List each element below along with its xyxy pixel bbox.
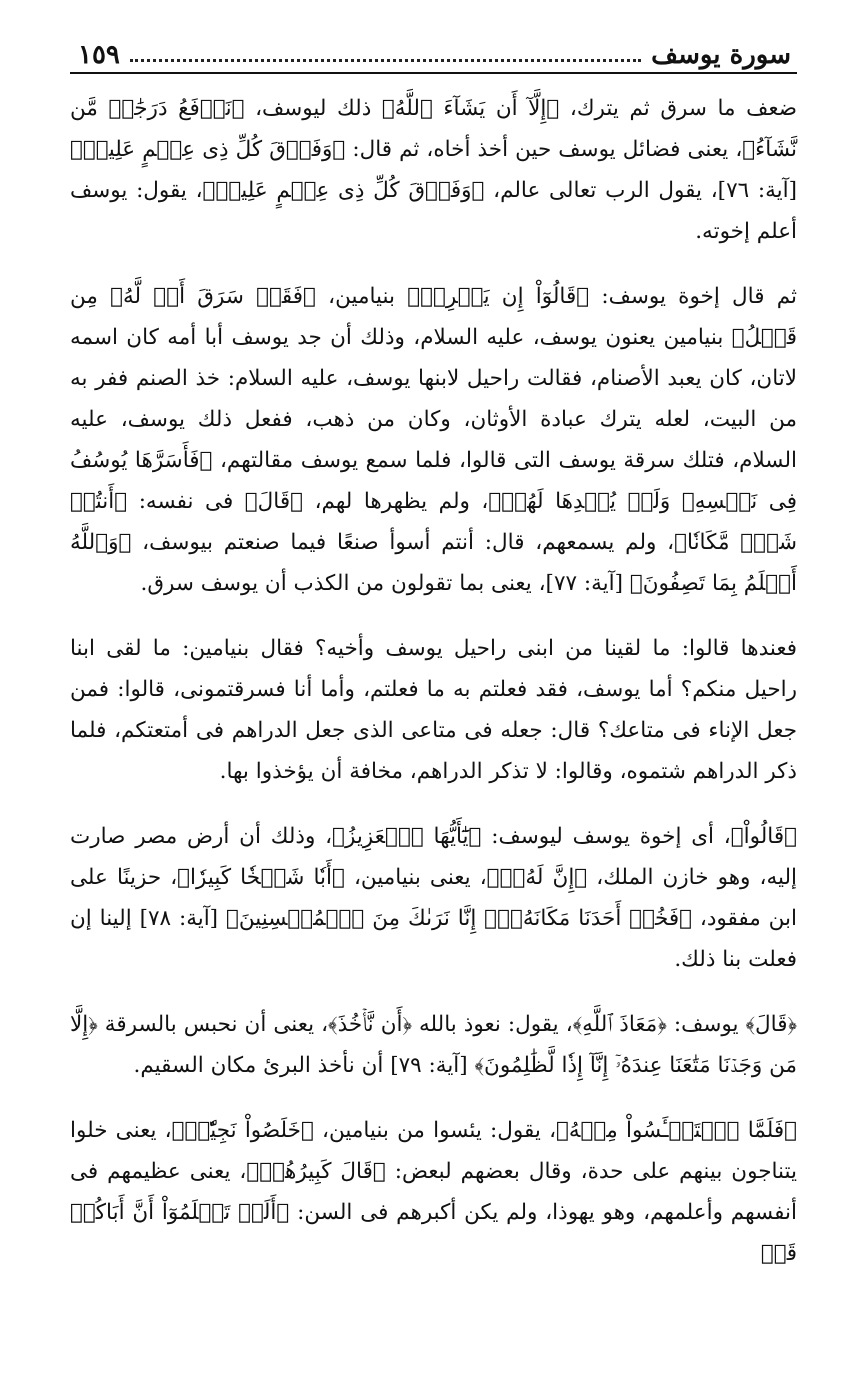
paragraph: ضعف ما سرق ثم يترك، ﴿إِلَّآ أَن يَشَآءَ ٱللَّهُ﴾ ذلك ليوسف، ﴿نَرۡفَعُ دَرَجَٰتٖ مَّن نَّشَآءُ﴾، يعنى فضائل يوسف حين أخذ أخاه، ثم قال: ﴿وَفَوۡقَ كُلِّ ذِى عِلۡمٍ عَلِيمٞ﴾ [آية: ٧٦]، يقول الرب تعالى عالم، ﴿وَفَوۡقَ كُلِّ ذِى عِلۡمٍ عَلِيمٞ﴾، يقول: يوسف أعلم إخوته. [70,96,797,244]
paragraph: ثم قال إخوة يوسف: ﴿قَالُوٓاْ إِن يَسۡرِقۡ﴾ بنيامين، ﴿فَقَدۡ سَرَقَ أَخٞ لَّهُۥ مِن قَبۡلُ﴾ بنيامين يعنون يوسف، عليه السلام، وذلك أن جد يوسف أبا أمه كان اسمه لاتان، كان يعبد الأصنام، فقالت راحيل لابنها يوسف، عليه السلام: خذ الصنم ففر به من البيت، لعله يترك عبادة الأوثان، وكان من ذهب، ففعل ذلك يوسف، عليه السلام، فتلك سرقة يوسف التى قالوا، فلما سمع يوسف مقالتهم، ﴿فَأَسَرَّهَا يُوسُفُ فِى نَفۡسِهِۦ وَلَمۡ يُبۡدِهَا لَهُمۡ﴾، ولم يظهرها لهم، ﴿قَالَ﴾ فى نفسه: ﴿أَنتُمۡ شَرّٞ مَّكَانٗا﴾، ولم يسمعهم، قال: أنتم أسوأ صنعًا فيما صنعتم بيوسف، ﴿وَٱللَّهُ أَعۡلَمُ بِمَا تَصِفُونَ﴾ [آية: ٧٧]، يعنى بما تقولون من الكذب أن يوسف سرق. [70,284,797,596]
paragraph: ﴿قَالَ﴾ يوسف: ﴿مَعَاذَ ٱللَّهِ﴾، يقول: نعوذ بالله ﴿أَن نَّأۡخُذَ﴾، يعنى أن نحبس بالسرقة ﴿إِلَّا مَن وَجَدۡنَا مَتَٰعَنَا عِندَهُۥٓ إِنَّآ إِذٗا لَّظَٰلِمُونَ﴾ [آية: ٧٩] أن نأخذ البرئ مكان السقيم. [70,1012,797,1078]
paragraph: ﴿فَلَمَّا ٱسۡتَيۡـَٔسُواْ مِنۡهُ﴾، يقول: يئسوا من بنيامين، ﴿خَلَصُواْ نَجِيّٗاۖ﴾، يعنى خلوا يتناجون بينهم على حدة، وقال بعضهم لبعض: ﴿قَالَ كَبِيرُهُمۡ﴾، يعنى عظيمهم فى أنفسهم وأعلمهم، وهو يهوذا، ولم يكن أكبرهم فى السن: ﴿أَلَمۡ تَعۡلَمُوٓاْ أَنَّ أَبَاكُمۡ قَدۡ [70,1118,797,1266]
page-header [70,34,797,70]
page-body [70,88,797,1274]
page-number: ١٥٩ [78,40,120,70]
paragraph: فعندها قالوا: ما لقينا من ابنى راحيل يوسف وأخيه؟ فقال بنيامين: ما لقى ابنا راحيل منكم؟ أما يوسف، فقد فعلتم به ما فعلتم، وأما أنا فسرقتمونى، قالوا: فمن جعل الإناء فى متاعك؟ قال: جعله فى متاعى الذى جعل الدراهم فى أمتعتكم، فلما ذكر الدراهم شتموه، وقالوا: لا تذكر الدراهم، مخافة أن يؤخذوا بها. [70,636,797,784]
header-rule [70,72,797,74]
paragraph: ﴿قَالُواْ﴾، أى إخوة يوسف ليوسف: ﴿يَٰٓأَيُّهَا ٱلۡعَزِيزُ﴾، وذلك أن أرض مصر صارت إليه، وهو خازن الملك، ﴿إِنَّ لَهُۥٓ﴾، يعنى بنيامين، ﴿أَبٗا شَيۡخٗا كَبِيرٗا﴾، حزينًا على ابن مفقود، ﴿فَخُذۡ أَحَدَنَا مَكَانَهُۥٓۖ إِنَّا نَرَىٰكَ مِنَ ٱلۡمُحۡسِنِينَ﴾ [آية: ٧٨] إلينا إن فعلت بنا ذلك. [70,824,798,972]
dotted-leader [130,59,641,62]
surah-title: سورة يوسف [651,40,791,70]
